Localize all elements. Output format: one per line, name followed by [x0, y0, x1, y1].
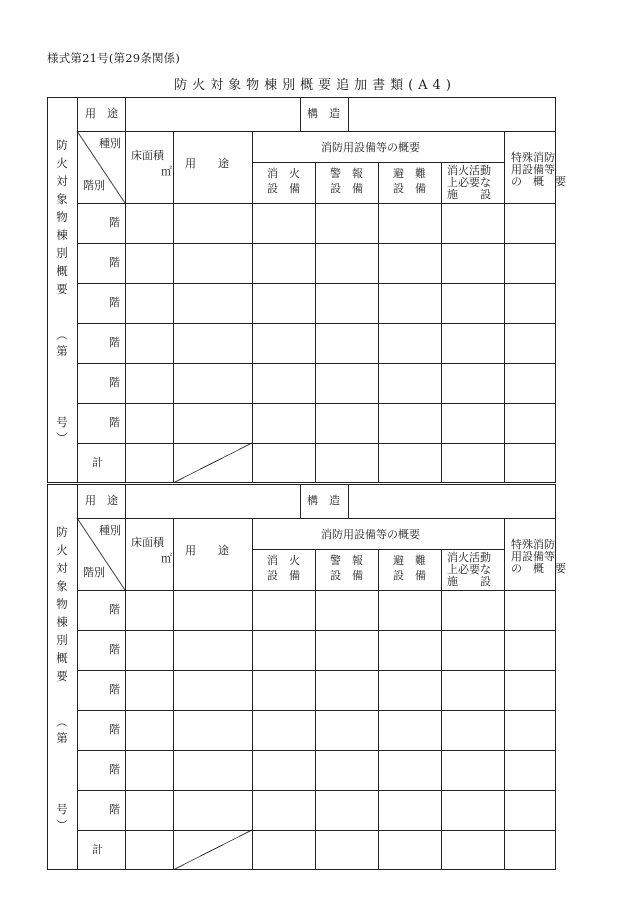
square-meter-unit: ㎡	[161, 165, 172, 178]
square-meter-unit: ㎡	[161, 552, 172, 565]
floor-row-label: 階	[109, 803, 120, 816]
special-equipment-label-1: 特殊消防	[511, 538, 555, 551]
side-title-char: 対	[56, 561, 68, 575]
floor-row-label: 階	[109, 256, 120, 269]
side-number-label: 第	[56, 344, 68, 358]
floor-row-label: 階	[109, 296, 120, 309]
page-title: 防火対象物棟別概要追加書類(A4)	[174, 78, 456, 93]
side-title-char: 棟	[56, 615, 68, 629]
building-summary-table	[47, 97, 566, 483]
side-title-char: 棟	[56, 228, 68, 242]
side-title-char: 火	[56, 156, 68, 170]
fire-extinguishing-label-1: 消 火	[267, 167, 300, 180]
type-label: 種別	[99, 524, 121, 537]
side-number-suffix: 号	[56, 802, 68, 816]
evacuation-equipment-label-2: 設 備	[393, 182, 426, 195]
floor-row-label: 階	[109, 603, 120, 616]
floor-row-label: 階	[109, 376, 120, 389]
floor-area-label: 床面積	[131, 149, 164, 162]
type-label: 種別	[99, 137, 121, 150]
side-title-char: 要	[56, 669, 68, 683]
special-equipment-label-3: の 概 要	[511, 175, 566, 188]
total-row-label: 計	[92, 456, 103, 469]
side-paren-close: ︶	[56, 818, 68, 832]
side-title-char: 防	[56, 138, 68, 152]
floor-area-label: 床面積	[131, 536, 164, 549]
alarm-equipment-label-1: 警 報	[330, 554, 363, 567]
alarm-equipment-label-1: 警 報	[330, 167, 363, 180]
floor-row-label: 階	[109, 683, 120, 696]
side-title-char: 要	[56, 282, 68, 296]
side-title-char: 象	[56, 579, 68, 593]
alarm-equipment-label-2: 設 備	[330, 182, 363, 195]
side-title-char: 物	[56, 210, 68, 224]
usage-label: 用 途	[85, 107, 118, 120]
side-number-label: 第	[56, 731, 68, 745]
side-title-char: 対	[56, 174, 68, 188]
special-equipment-label-2: 用設備等	[511, 163, 555, 176]
usage-label: 用 途	[85, 494, 118, 507]
side-title-char: 概	[56, 264, 68, 278]
usage-column-label: 用 途	[185, 544, 229, 557]
total-row-label: 計	[92, 843, 103, 856]
side-title-char: 概	[56, 651, 68, 665]
side-paren-open: ︵	[56, 328, 68, 342]
firefighting-facility-label-3: 施 設	[447, 188, 491, 201]
special-equipment-label-2: 用設備等	[511, 550, 555, 563]
evacuation-equipment-label-2: 設 備	[393, 569, 426, 582]
floor-row-label: 階	[109, 723, 120, 736]
floor-row-label: 階	[109, 416, 120, 429]
fire-equipment-overview-label: 消防用設備等の概要	[321, 528, 420, 541]
firefighting-facility-label-2: 上必要な	[447, 563, 491, 576]
side-title-char: 別	[56, 246, 68, 260]
firefighting-facility-label-3: 施 設	[447, 575, 491, 588]
table-grid-lines	[47, 484, 556, 870]
floor-type-label: 階別	[83, 566, 105, 579]
table-grid-lines	[47, 97, 556, 483]
firefighting-facility-label-1: 消火活動	[447, 551, 491, 564]
evacuation-equipment-label-1: 避 難	[393, 554, 426, 567]
special-equipment-label-3: の 概 要	[511, 562, 566, 575]
structure-label: 構 造	[307, 494, 340, 507]
evacuation-equipment-label-1: 避 難	[393, 167, 426, 180]
special-equipment-label-1: 特殊消防	[511, 151, 555, 164]
side-title-char: 別	[56, 633, 68, 647]
fire-extinguishing-label-2: 設 備	[267, 569, 300, 582]
building-summary-table	[47, 484, 566, 870]
fire-equipment-overview-label: 消防用設備等の概要	[321, 141, 420, 154]
alarm-equipment-label-2: 設 備	[330, 569, 363, 582]
usage-column-label: 用 途	[185, 157, 229, 170]
fire-extinguishing-label-2: 設 備	[267, 182, 300, 195]
floor-row-label: 階	[109, 763, 120, 776]
fire-extinguishing-label-1: 消 火	[267, 554, 300, 567]
firefighting-facility-label-1: 消火活動	[447, 164, 491, 177]
floor-row-label: 階	[109, 216, 120, 229]
floor-type-label: 階別	[83, 179, 105, 192]
form-number-label: 様式第21号(第29条関係)	[47, 51, 181, 65]
floor-row-label: 階	[109, 336, 120, 349]
firefighting-facility-label-2: 上必要な	[447, 176, 491, 189]
side-paren-open: ︵	[56, 715, 68, 729]
floor-row-label: 階	[109, 643, 120, 656]
side-paren-close: ︶	[56, 431, 68, 445]
side-title-char: 物	[56, 597, 68, 611]
side-title-char: 防	[56, 525, 68, 539]
structure-label: 構 造	[307, 107, 340, 120]
side-title-char: 火	[56, 543, 68, 557]
side-number-suffix: 号	[56, 415, 68, 429]
side-title-char: 象	[56, 192, 68, 206]
